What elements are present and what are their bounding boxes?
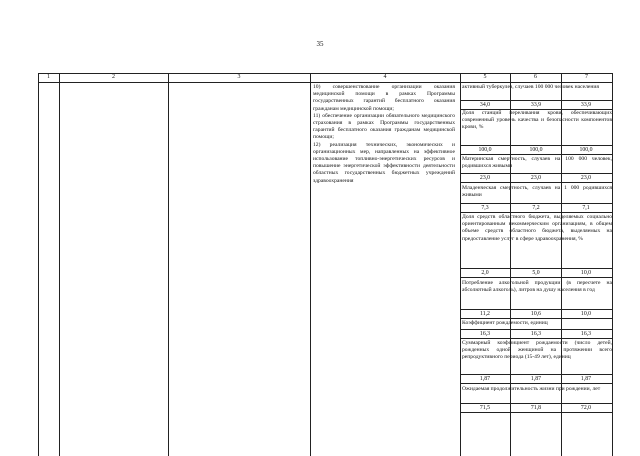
indicator-value: 33,9 xyxy=(530,102,542,108)
measures-text xyxy=(313,84,455,185)
header-col-1: 1 xyxy=(47,74,50,80)
indicator-value: 16,3 xyxy=(530,331,542,337)
indicator-name: активный туберкулез, случаев 100 000 человек населения xyxy=(462,84,599,90)
col-border xyxy=(59,73,60,456)
indicator-value: 10,6 xyxy=(530,311,542,317)
indicator-value: 72,0 xyxy=(580,405,592,411)
row-border xyxy=(460,338,612,339)
indicator-value: 23,0 xyxy=(530,175,542,181)
indicator-name: Доля станций переливания крови, обеспечивающих современный уровень качества и безопасности компонентов крови, % xyxy=(462,110,612,131)
row-border xyxy=(460,277,612,278)
row-border xyxy=(460,412,612,413)
col-border xyxy=(460,73,461,456)
col-border xyxy=(38,73,39,456)
indicator-value: 16,3 xyxy=(580,331,592,337)
indicator-value: 11,2 xyxy=(480,311,490,317)
indicator-value: 100,0 xyxy=(579,147,593,153)
indicator-name: Потребление алкогольной продукции (в пересчете на абсолютный алкоголь), литров на душу населения в год xyxy=(462,280,612,294)
indicator-value: 71,5 xyxy=(479,405,491,411)
indicator-value: 1,87 xyxy=(580,376,592,382)
col-border xyxy=(310,73,311,456)
indicator-value: 23,0 xyxy=(479,175,491,181)
row-border xyxy=(460,383,612,384)
header-col-3: 3 xyxy=(237,74,241,80)
measure-item: 10) совершенствование организации оказания медицинской помощи в рамках Программы государственных гарантий бесплатного оказания гражданам медицинской помощи; xyxy=(313,84,455,112)
indicator-value: 100,0 xyxy=(529,147,543,153)
indicator-name: Ожидаемая продолжительность жизни при рождении, лет xyxy=(462,386,601,392)
row-border xyxy=(460,182,612,183)
header-col-2: 2 xyxy=(112,74,115,80)
indicator-name: Коэффициент рождаемости, единиц xyxy=(462,320,548,326)
header-col-7: 7 xyxy=(585,74,588,80)
indicator-name: Младенческая смертность, случаев на 1 000 родившихся живыми xyxy=(462,185,612,199)
indicator-value: 7,2 xyxy=(532,205,540,211)
col-border xyxy=(612,73,613,456)
row-border xyxy=(460,154,612,155)
indicator-value: 23,0 xyxy=(580,175,592,181)
indicator-value: 33,9 xyxy=(580,102,592,108)
indicator-name: Доля средств областного бюджета, выделяемых социально ориентированным некоммерческим организациям, в общем объеме средств областного бюджета, выделяемых на предоставление услуг в сфере здравоохранения, % xyxy=(462,214,612,242)
indicator-value: 1,87 xyxy=(479,376,491,382)
row-border xyxy=(460,212,612,213)
indicator-value: 10,0 xyxy=(580,270,592,276)
header-bottom-border xyxy=(38,82,612,83)
indicator-value: 34,0 xyxy=(479,102,491,108)
col-border xyxy=(168,73,169,456)
header-col-6: 6 xyxy=(534,74,537,80)
indicator-value: 5,0 xyxy=(532,270,540,276)
indicator-value: 16,3 xyxy=(479,331,491,337)
indicator-value: 71,8 xyxy=(530,405,542,411)
row-border xyxy=(460,318,612,319)
header-col-5: 5 xyxy=(483,74,487,80)
indicator-name: Суммарный коэффициент рождаемости (число детей, рожденных одной женщиной на протяжении всего репродуктивного периода (15-49 лет), единиц xyxy=(462,340,612,361)
indicator-value: 1,87 xyxy=(530,376,542,382)
indicator-value: 7,1 xyxy=(582,205,590,211)
indicator-value: 10,0 xyxy=(580,311,592,317)
measure-item: 11) обеспечение организации обязательного медицинского страхования в рамках Программы государственных гарантий бесплатного оказания гражданам медицинской помощи; xyxy=(313,112,455,141)
indicator-value: 2,0 xyxy=(481,270,489,276)
header-col-4: 4 xyxy=(383,74,387,80)
measure-item: 12) реализация технических, экономических и организационных мер, направленных на эффективное использование топливно-энергетических ресурсов и повышение энергетической эффективности деятельности областных государственных бюджетных учреждений здравоохранения xyxy=(313,141,455,184)
indicator-value: 7,3 xyxy=(481,205,489,211)
indicator-name: Материнская смертность, случаев на 100 000 человек, родившихся живыми xyxy=(462,156,612,170)
indicator-value: 100,0 xyxy=(478,147,492,153)
page-number: 35 xyxy=(316,40,324,48)
